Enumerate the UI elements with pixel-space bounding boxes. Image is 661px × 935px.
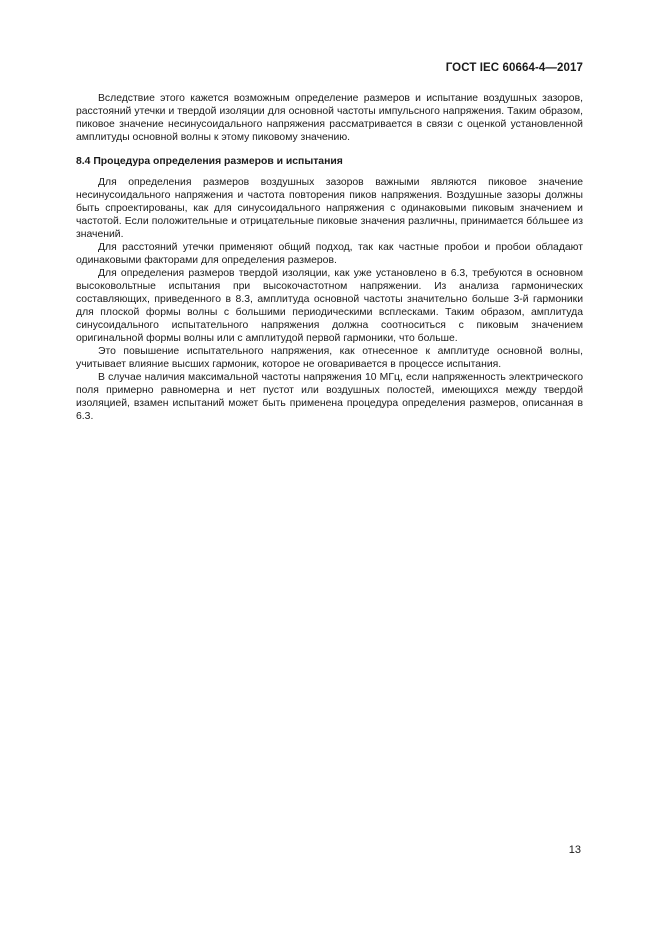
page-number: 13 (568, 844, 581, 856)
paragraph-creepage: Для расстояний утечки применяют общий подход, так как частные пробои и пробои обладают одинаковыми факторами для определения размеров. (76, 242, 583, 266)
standard-header: ГОСТ IEC 60664-4—2017 (445, 62, 583, 74)
paragraph-max-frequency: В случае наличия максимальной частоты напряжения 10 МГц, если напряженность электрического поля примерно равномерна и нет пустот или воздушных полостей, имеющихся между твердой изоляцией, взамен испытаний может быть применена процедура определения размеров, описанная в 6.3. (76, 372, 583, 422)
paragraph-clearances: Для определения размеров воздушных зазоров важными являются пиковое значение несинусоидального напряжения и частота повторения пиков напряжения. Воздушные зазоры должны быть спроектированы, как для синусоидального напряжения с одинаковыми пиковым значением и частотой. Если положительные и отрицательные пиковые значения различны, принимается бóльшее из значений. (76, 177, 583, 240)
paragraph-test-voltage: Это повышение испытательного напряжения, как отнесенное к амплитуде основной волны, учитывает влияние высших гармоник, которое не оговаривается в процессе испытания. (76, 346, 583, 370)
section-heading: 8.4 Процедура определения размеров и испытания (76, 156, 343, 167)
body-text (76, 92, 583, 423)
paragraph-solid-insulation: Для определения размеров твердой изоляции, как уже установлено в 6.3, требуются в основном высоковольтные испытания при высокочастотном напряжении. Из анализа гармонических составляющих, приведенного в 8.3, амплитуда основной частоты значительно больше 3-й гармоники для плоской формы волны с большими периодическими всплесками. Таким образом, амплитуда синусоидального испытательного напряжения должна соотноситься с пиковым значением оригинальной формы волны или с амплитудой первой гармоники, что больше. (76, 268, 583, 344)
intro-paragraph: Вследствие этого кажется возможным определение размеров и испытание воздушных зазоров, расстояний утечки и твердой изоляции для основной частоты импульсного напряжения. Таким образом, пиковое значение несинусоидального напряжения рассматривается в связи с оценкой установленной амплитуды основной волны к этому пиковому значению. (76, 93, 583, 143)
